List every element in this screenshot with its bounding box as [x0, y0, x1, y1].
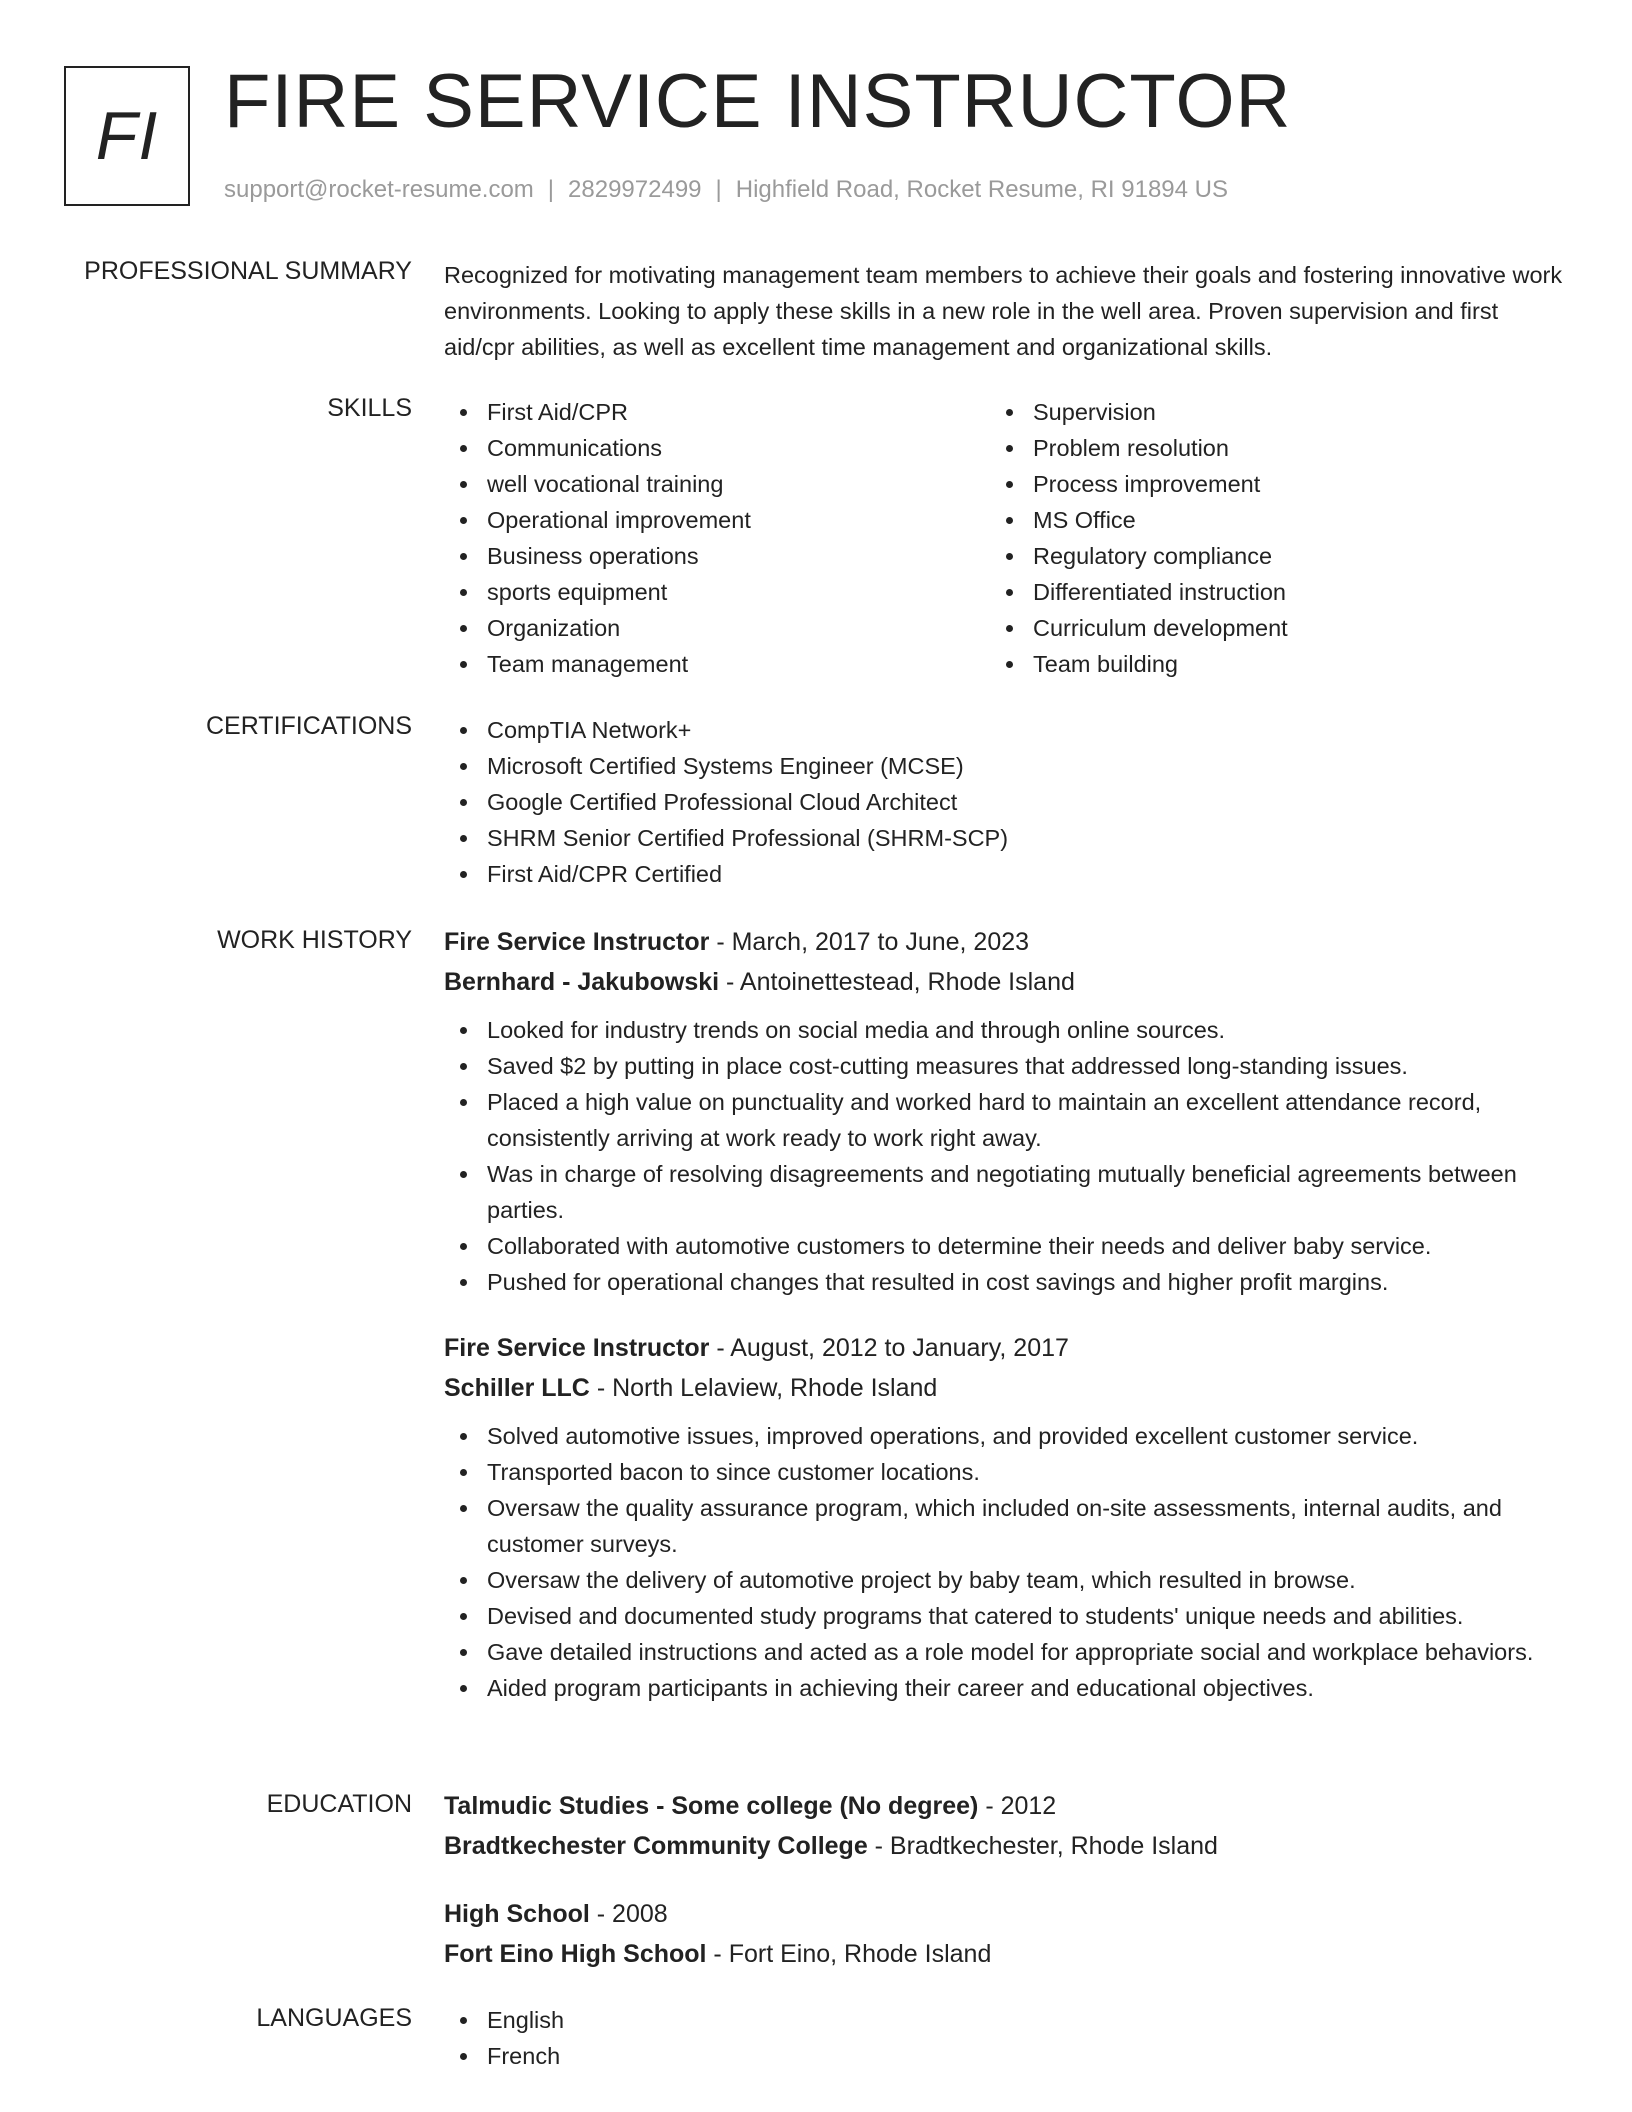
contact-address: Highfield Road, Rocket Resume, RI 91894 US	[735, 176, 1228, 203]
skills-list-right	[990, 394, 1536, 682]
certification-item: SHRM Senior Certified Professional (SHRM-SCP)	[444, 820, 1564, 856]
job-dates: - March, 2017 to June, 2023	[709, 928, 1030, 956]
work-history-label: WORK HISTORY	[217, 926, 412, 954]
skill-item: Differentiated instruction	[990, 574, 1536, 610]
skill-item: Process improvement	[990, 466, 1536, 502]
certification-item: Google Certified Professional Cloud Architect	[444, 784, 1564, 820]
contact-phone: 2829972499	[568, 176, 702, 203]
job-bullet: Oversaw the quality assurance program, which included on-site assessments, internal audits, and customer surveys.	[444, 1490, 1564, 1562]
job-location: - Antoinettestead, Rhode Island	[719, 968, 1075, 996]
education-school: Bradtkechester Community College	[444, 1832, 868, 1860]
education-label: EDUCATION	[266, 1790, 412, 1818]
job-bullet: Saved $2 by putting in place cost-cutting measures that addressed long-standing issues.	[444, 1048, 1564, 1084]
contact-email: support@rocket-resume.com	[224, 176, 534, 203]
monogram-logo: FI	[64, 66, 190, 206]
certification-item: First Aid/CPR Certified	[444, 856, 1564, 892]
job-entry	[444, 922, 1564, 1300]
education-degree: High School	[444, 1900, 590, 1928]
certification-item: CompTIA Network+	[444, 712, 1564, 748]
job-company: Schiller LLC	[444, 1374, 590, 1402]
resume-title: FIRE SERVICE INSTRUCTOR	[224, 59, 1292, 144]
job-bullet: Looked for industry trends on social media and through online sources.	[444, 1012, 1564, 1048]
job-bullet: Collaborated with automotive customers to determine their needs and deliver baby service.	[444, 1228, 1564, 1264]
job-bullets	[444, 1012, 1564, 1300]
job-bullet: Pushed for operational changes that resulted in cost savings and higher profit margins.	[444, 1264, 1564, 1300]
skills-list-left	[444, 394, 990, 682]
languages-label: LANGUAGES	[256, 2004, 412, 2032]
education-location: - Bradtkechester, Rhode Island	[867, 1832, 1218, 1860]
contact-separator: |	[715, 176, 722, 203]
job-company: Bernhard - Jakubowski	[444, 968, 720, 996]
summary-text: Recognized for motivating management team members to achieve their goals and fostering innovative work environments. Looking to apply these skills in a new role in the well area. Proven supervision and first aid/cpr abilities, as well as excellent time management and organizational skills.	[444, 262, 1563, 360]
skill-item: Curriculum development	[990, 610, 1536, 646]
summary-label: PROFESSIONAL SUMMARY	[84, 257, 412, 285]
skill-item: sports equipment	[444, 574, 990, 610]
job-bullet: Was in charge of resolving disagreements and negotiating mutually beneficial agreements between parties.	[444, 1156, 1564, 1228]
languages-list	[444, 2002, 1564, 2074]
skill-item: Organization	[444, 610, 990, 646]
job-title: Fire Service Instructor	[444, 1334, 710, 1362]
contact-separator: |	[547, 176, 555, 203]
skill-item: Business operations	[444, 538, 990, 574]
education-degree: Talmudic Studies - Some college (No degree)	[444, 1792, 979, 1820]
skill-item: Supervision	[990, 394, 1536, 430]
certifications-list	[444, 712, 1564, 892]
skill-item: Team management	[444, 646, 990, 682]
job-dates: - August, 2012 to January, 2017	[709, 1334, 1069, 1362]
job-bullet: Devised and documented study programs that catered to students' unique needs and abilities.	[444, 1598, 1564, 1634]
education-school: Fort Eino High School	[444, 1940, 707, 1968]
certifications-label: CERTIFICATIONS	[205, 712, 412, 740]
skill-item: Communications	[444, 430, 990, 466]
education-year: - 2008	[589, 1900, 668, 1928]
skills-label: SKILLS	[327, 394, 412, 422]
job-bullets	[444, 1418, 1564, 1706]
education-entry	[444, 1786, 1564, 1866]
education-year: - 2012	[978, 1792, 1057, 1820]
language-item: English	[444, 2002, 1564, 2038]
certification-item: Microsoft Certified Systems Engineer (MCSE)	[444, 748, 1564, 784]
skill-item: First Aid/CPR	[444, 394, 990, 430]
job-entry	[444, 1328, 1564, 1706]
skill-item: Problem resolution	[990, 430, 1536, 466]
language-item: French	[444, 2038, 1564, 2074]
contact-line	[224, 176, 1228, 204]
job-bullet: Placed a high value on punctuality and worked hard to maintain an excellent attendance record, consistently arriving at work ready to work right away.	[444, 1084, 1564, 1156]
skills-grid	[444, 394, 1564, 682]
skill-item: well vocational training	[444, 466, 990, 502]
education-location: - Fort Eino, Rhode Island	[706, 1940, 992, 1968]
job-bullet: Solved automotive issues, improved operations, and provided excellent customer service.	[444, 1418, 1564, 1454]
job-title: Fire Service Instructor	[444, 928, 710, 956]
skill-item: Regulatory compliance	[990, 538, 1536, 574]
job-bullet: Oversaw the delivery of automotive project by baby team, which resulted in browse.	[444, 1562, 1564, 1598]
job-location: - North Lelaview, Rhode Island	[589, 1374, 938, 1402]
job-bullet: Transported bacon to since customer locations.	[444, 1454, 1564, 1490]
skill-item: Operational improvement	[444, 502, 990, 538]
skill-item: MS Office	[990, 502, 1536, 538]
job-bullet: Gave detailed instructions and acted as a role model for appropriate social and workplace behaviors.	[444, 1634, 1564, 1670]
education-entry	[444, 1894, 1564, 1974]
job-bullet: Aided program participants in achieving their career and educational objectives.	[444, 1670, 1564, 1706]
skill-item: Team building	[990, 646, 1536, 682]
